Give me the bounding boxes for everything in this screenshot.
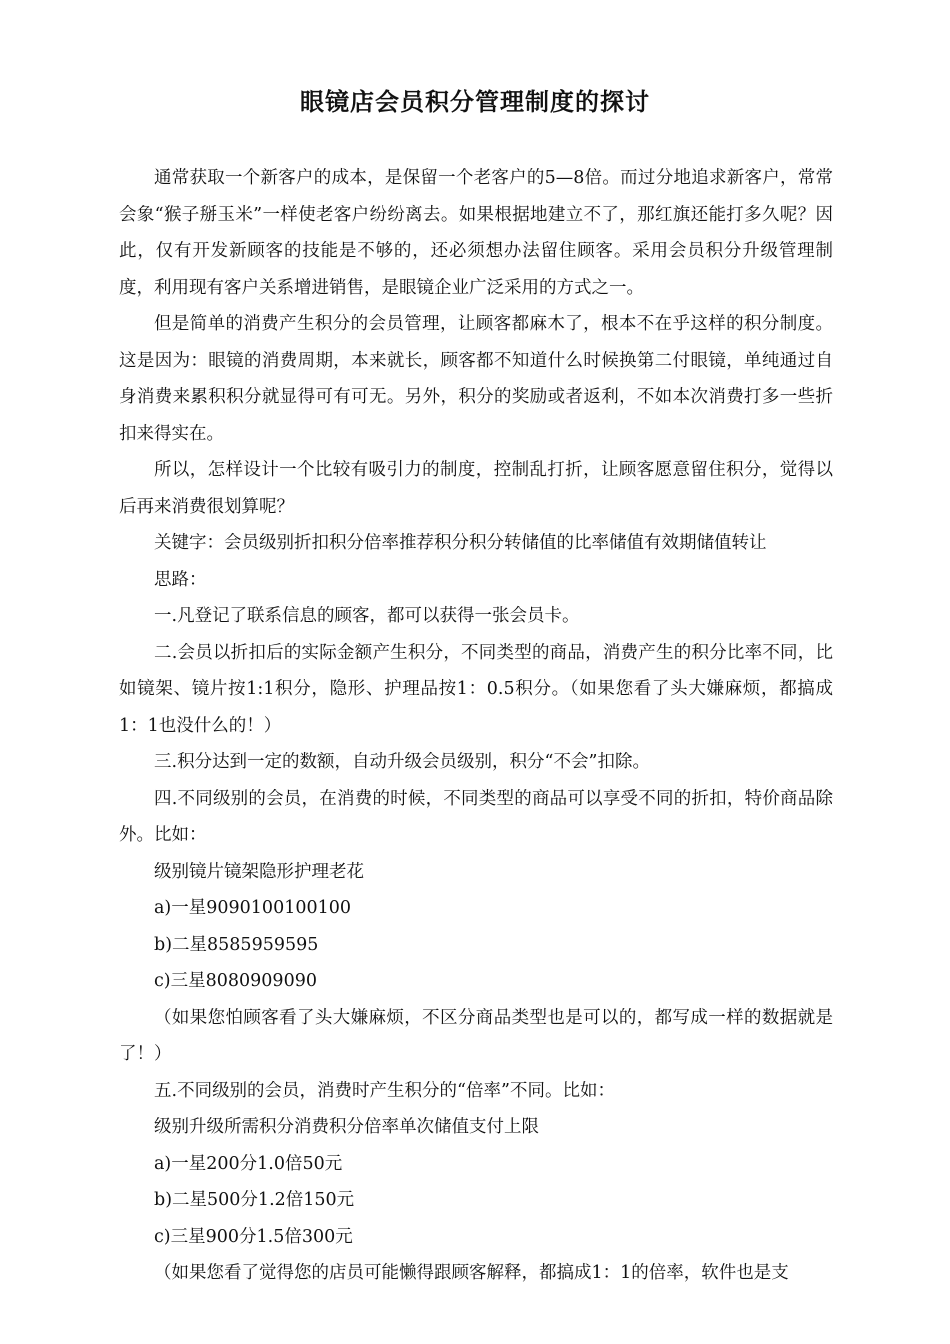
list-item-two: 二.会员以折扣后的实际金额产生积分，不同类型的商品，消费产生的积分比率不同，比如镜架、镜片按1:1积分，隐形、护理品按1：0.5积分。（如果您看了头大嫌麻烦，都搞成1：1也没什么的！）	[119, 642, 833, 736]
list-item-one: 一.凡登记了联系信息的顾客，都可以获得一张会员卡。	[154, 606, 580, 626]
multiplier-table-header: 级别升级所需积分消费积分倍率单次储值支付上限	[154, 1117, 539, 1137]
paragraph-question: 所以，怎样设计一个比较有吸引力的制度，控制乱打折，让顾客愿意留住积分，觉得以后再来消费很划算呢？	[119, 460, 833, 517]
list-item-three: 三.积分达到一定的数额，自动升级会员级别，积分“不会”扣除。	[154, 752, 650, 772]
paragraph-approach-label: 思路：	[154, 569, 207, 590]
document-title: 眼镜店会员积分管理制度的探讨	[300, 88, 650, 116]
document-body	[119, 160, 833, 1292]
discount-row-one-star: a)一星9090100100100	[154, 898, 352, 918]
list-item-five: 五.不同级别的会员，消费时产生积分的“倍率”不同。比如：	[154, 1080, 615, 1101]
multiplier-row-two-star: b)二星500分1.2倍150元	[154, 1190, 355, 1210]
multiplier-row-one-star: a)一星200分1.0倍50元	[154, 1153, 343, 1174]
discount-row-three-star: c)三星8080909090	[154, 971, 317, 991]
discount-note: （如果您怕顾客看了头大嫌麻烦，不区分商品类型也是可以的，都写成一样的数据就是了！）	[119, 1007, 833, 1064]
multiplier-row-three-star: c)三星900分1.5倍300元	[154, 1226, 353, 1247]
multiplier-note: （如果您看了觉得您的店员可能懒得跟顾客解释，都搞成1：1的倍率，软件也是支	[154, 1263, 789, 1283]
paragraph-intro: 通常获取一个新客户的成本，是保留一个老客户的5—8倍。而过分地追求新客户，常常会象“猴子掰玉米”一样使老客户纷纷离去。如果根据地建立不了，那红旗还能打多久呢？因此，仅有开发新顾客的技能是不够的，还必须想办法留住顾客。采用会员积分升级管理制度，利用现有客户关系增进销售，是眼镜企业广泛采用的方式之一。	[119, 168, 833, 298]
discount-table-header: 级别镜片镜架隐形护理老花	[154, 861, 364, 882]
paragraph-keywords: 关键字：会员级别折扣积分倍率推荐积分积分转储值的比率储值有效期储值转让	[154, 533, 767, 553]
list-item-four: 四.不同级别的会员，在消费的时候，不同类型的商品可以享受不同的折扣，特价商品除外。比如：	[119, 788, 833, 845]
discount-row-two-star: b)二星8585959595	[154, 934, 319, 955]
paragraph-problem: 但是简单的消费产生积分的会员管理，让顾客都麻木了，根本不在乎这样的积分制度。这是因为：眼镜的消费周期，本来就长，顾客都不知道什么时候换第二付眼镜，单纯通过自身消费来累积积分就显得可有可无。另外，积分的奖励或者返利，不如本次消费打多一些折扣来得实在。	[119, 314, 833, 444]
